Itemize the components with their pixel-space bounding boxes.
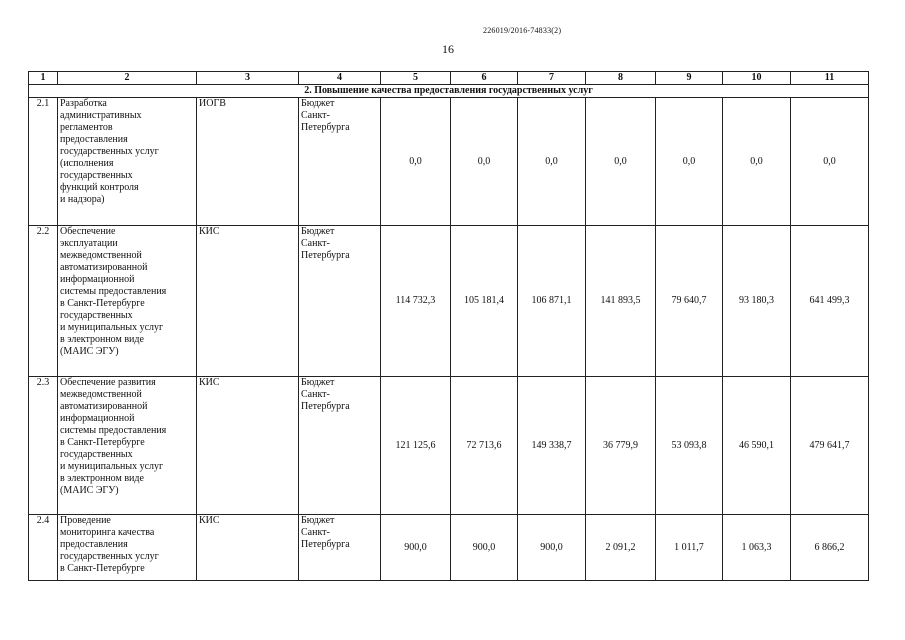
funding-source: Бюджет Санкт- Петербурга xyxy=(299,98,381,226)
value-cell: 900,0 xyxy=(381,515,451,581)
value-cell: 0,0 xyxy=(586,98,656,226)
section-title: 2. Повышение качества предоставления государственных услуг xyxy=(29,85,869,98)
funding-source: Бюджет Санкт- Петербурга xyxy=(299,226,381,377)
value-cell: 2 091,2 xyxy=(586,515,656,581)
funding-source: Бюджет Санкт- Петербурга xyxy=(299,515,381,581)
total-cell: 6 866,2 xyxy=(791,515,869,581)
column-header: 3 xyxy=(197,72,299,85)
column-header: 9 xyxy=(656,72,723,85)
column-header: 2 xyxy=(58,72,197,85)
value-cell: 900,0 xyxy=(518,515,586,581)
page-number: 16 xyxy=(442,42,454,56)
value-cell: 72 713,6 xyxy=(451,377,518,515)
value-cell: 106 871,1 xyxy=(518,226,586,377)
value-cell: 0,0 xyxy=(656,98,723,226)
measure-name: Обеспечение эксплуатации межведомственной автоматизированной информационной системы предоставления в Санкт-Петербурге государственных и муниципальных услуг в электронном виде (МАИС ЭГУ) xyxy=(58,226,197,377)
value-cell: 46 590,1 xyxy=(723,377,791,515)
value-cell: 36 779,9 xyxy=(586,377,656,515)
executor: КИС xyxy=(197,377,299,515)
value-cell: 1 011,7 xyxy=(656,515,723,581)
column-number-row xyxy=(29,72,869,85)
document-id: 226019/2016-74833(2) xyxy=(483,26,562,35)
column-header: 6 xyxy=(451,72,518,85)
column-header: 5 xyxy=(381,72,451,85)
value-cell: 0,0 xyxy=(381,98,451,226)
table-row xyxy=(29,98,869,226)
section-row xyxy=(29,85,869,98)
row-number: 2.1 xyxy=(29,98,58,226)
value-cell: 79 640,7 xyxy=(656,226,723,377)
total-cell: 641 499,3 xyxy=(791,226,869,377)
program-table xyxy=(28,71,869,581)
measure-name: Обеспечение развития межведомственной автоматизированной информационной системы предоставления в Санкт-Петербурге государственных и муниципальных услуг в электронном виде (МАИС ЭГУ) xyxy=(58,377,197,515)
column-header: 4 xyxy=(299,72,381,85)
value-cell: 0,0 xyxy=(518,98,586,226)
row-number: 2.3 xyxy=(29,377,58,515)
value-cell: 149 338,7 xyxy=(518,377,586,515)
table-row xyxy=(29,377,869,515)
value-cell: 0,0 xyxy=(451,98,518,226)
value-cell: 105 181,4 xyxy=(451,226,518,377)
value-cell: 0,0 xyxy=(723,98,791,226)
value-cell: 900,0 xyxy=(451,515,518,581)
executor: КИС xyxy=(197,226,299,377)
total-cell: 479 641,7 xyxy=(791,377,869,515)
executor: КИС xyxy=(197,515,299,581)
column-header: 8 xyxy=(586,72,656,85)
funding-source: Бюджет Санкт- Петербурга xyxy=(299,377,381,515)
column-header: 10 xyxy=(723,72,791,85)
value-cell: 141 893,5 xyxy=(586,226,656,377)
column-header: 11 xyxy=(791,72,869,85)
value-cell: 53 093,8 xyxy=(656,377,723,515)
measure-name: Разработка административных регламентов предоставления государственных услуг (исполнения государственных функций контроля и надзора) xyxy=(58,98,197,226)
table-row xyxy=(29,515,869,581)
column-header: 1 xyxy=(29,72,58,85)
value-cell: 114 732,3 xyxy=(381,226,451,377)
executor: ИОГВ xyxy=(197,98,299,226)
total-cell: 0,0 xyxy=(791,98,869,226)
value-cell: 1 063,3 xyxy=(723,515,791,581)
row-number: 2.4 xyxy=(29,515,58,581)
row-number: 2.2 xyxy=(29,226,58,377)
value-cell: 121 125,6 xyxy=(381,377,451,515)
value-cell: 93 180,3 xyxy=(723,226,791,377)
column-header: 7 xyxy=(518,72,586,85)
table-row xyxy=(29,226,869,377)
measure-name: Проведение мониторинга качества предоставления государственных услуг в Санкт-Петербурге xyxy=(58,515,197,581)
